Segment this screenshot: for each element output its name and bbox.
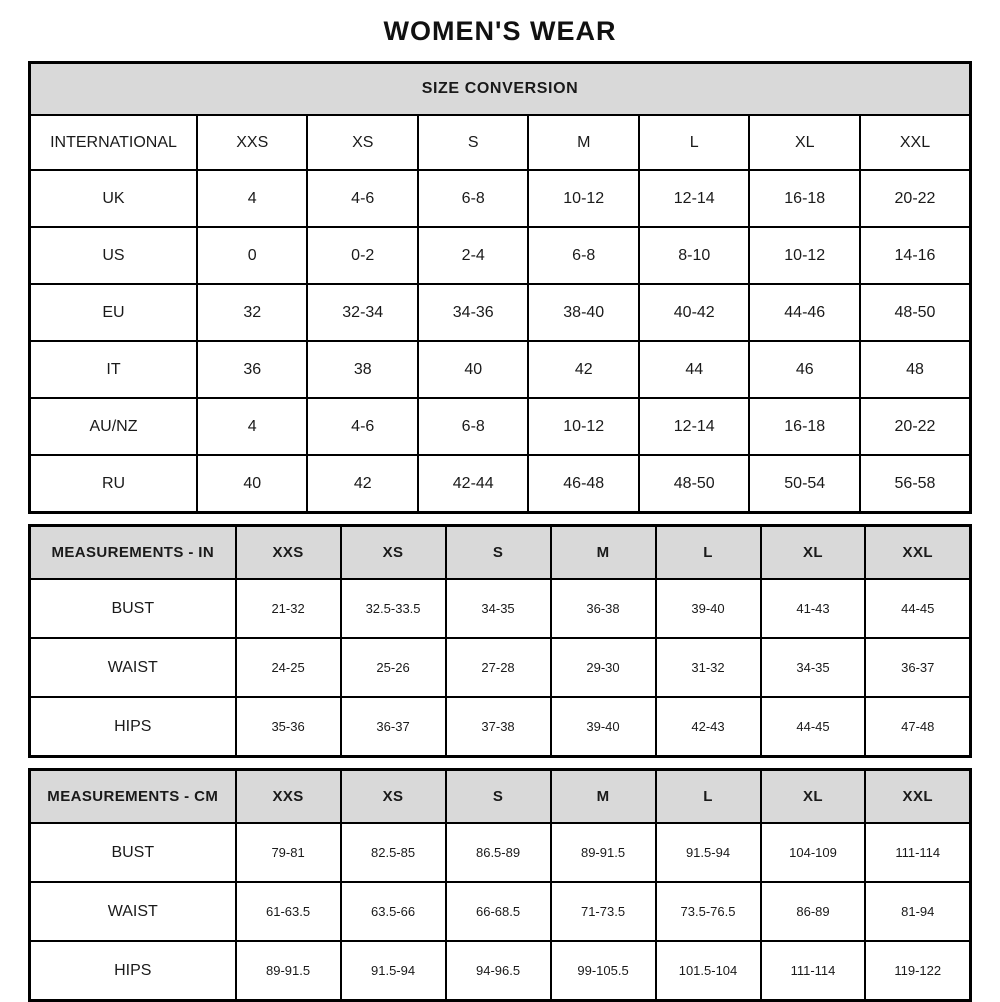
value-cell: 42 xyxy=(307,455,418,513)
value-cell: 40 xyxy=(197,455,308,513)
value-cell: 4 xyxy=(197,170,308,227)
column-header-row xyxy=(30,526,971,580)
value-cell: 32 xyxy=(197,284,308,341)
value-cell: 111-114 xyxy=(761,941,866,1001)
size-column-header: XXL xyxy=(865,526,970,580)
value-cell: 44-45 xyxy=(761,697,866,757)
table-row xyxy=(30,341,971,398)
value-cell: 12-14 xyxy=(639,170,750,227)
size-column-header: S xyxy=(446,526,551,580)
value-cell: 79-81 xyxy=(236,823,341,882)
value-cell: 119-122 xyxy=(865,941,970,1001)
table-row xyxy=(30,170,971,227)
column-header-row xyxy=(30,115,971,170)
size-column-header: XXL xyxy=(860,115,971,170)
row-label: WAIST xyxy=(30,638,236,697)
value-cell: 81-94 xyxy=(865,882,970,941)
value-cell: 21-32 xyxy=(236,579,341,638)
table-row xyxy=(30,823,971,882)
value-cell: 91.5-94 xyxy=(656,823,761,882)
value-cell: 44-45 xyxy=(865,579,970,638)
value-cell: 82.5-85 xyxy=(341,823,446,882)
size-column-header: L xyxy=(639,115,750,170)
size-column-header: XXS xyxy=(236,526,341,580)
value-cell: 99-105.5 xyxy=(551,941,656,1001)
table-banner-title: SIZE CONVERSION xyxy=(30,63,971,116)
value-cell: 8-10 xyxy=(639,227,750,284)
row-label: UK xyxy=(30,170,197,227)
size-column-header: XL xyxy=(761,526,866,580)
value-cell: 20-22 xyxy=(860,398,971,455)
value-cell: 38-40 xyxy=(528,284,639,341)
value-cell: 47-48 xyxy=(865,697,970,757)
value-cell: 104-109 xyxy=(761,823,866,882)
value-cell: 86-89 xyxy=(761,882,866,941)
value-cell: 10-12 xyxy=(749,227,860,284)
size-column-header: XXS xyxy=(236,770,341,824)
value-cell: 31-32 xyxy=(656,638,761,697)
value-cell: 91.5-94 xyxy=(341,941,446,1001)
value-cell: 89-91.5 xyxy=(551,823,656,882)
table-header-title: MEASUREMENTS - CM xyxy=(30,770,236,824)
value-cell: 34-35 xyxy=(446,579,551,638)
value-cell: 4-6 xyxy=(307,170,418,227)
value-cell: 10-12 xyxy=(528,170,639,227)
size-column-header: XL xyxy=(749,115,860,170)
size-column-header: XS xyxy=(341,526,446,580)
value-cell: 61-63.5 xyxy=(236,882,341,941)
value-cell: 0 xyxy=(197,227,308,284)
value-cell: 16-18 xyxy=(749,398,860,455)
value-cell: 38 xyxy=(307,341,418,398)
value-cell: 6-8 xyxy=(418,170,529,227)
value-cell: 10-12 xyxy=(528,398,639,455)
size-conversion-table xyxy=(28,61,972,514)
value-cell: 6-8 xyxy=(418,398,529,455)
size-column-header: XXS xyxy=(197,115,308,170)
size-column-header: S xyxy=(418,115,529,170)
size-column-header: M xyxy=(528,115,639,170)
value-cell: 36 xyxy=(197,341,308,398)
value-cell: 46-48 xyxy=(528,455,639,513)
value-cell: 6-8 xyxy=(528,227,639,284)
table-row xyxy=(30,579,971,638)
value-cell: 24-25 xyxy=(236,638,341,697)
value-cell: 36-38 xyxy=(551,579,656,638)
table-row xyxy=(30,284,971,341)
value-cell: 25-26 xyxy=(341,638,446,697)
row-label: US xyxy=(30,227,197,284)
value-cell: 56-58 xyxy=(860,455,971,513)
table-banner-row xyxy=(30,63,971,116)
value-cell: 36-37 xyxy=(865,638,970,697)
value-cell: 36-37 xyxy=(341,697,446,757)
value-cell: 48-50 xyxy=(860,284,971,341)
table-row xyxy=(30,697,971,757)
size-column-header: M xyxy=(551,770,656,824)
value-cell: 94-96.5 xyxy=(446,941,551,1001)
table-row xyxy=(30,227,971,284)
value-cell: 86.5-89 xyxy=(446,823,551,882)
size-column-header: XL xyxy=(761,770,866,824)
value-cell: 89-91.5 xyxy=(236,941,341,1001)
value-cell: 40-42 xyxy=(639,284,750,341)
size-column-header: XXL xyxy=(865,770,970,824)
value-cell: 63.5-66 xyxy=(341,882,446,941)
row-label: EU xyxy=(30,284,197,341)
row-label: HIPS xyxy=(30,941,236,1001)
value-cell: 50-54 xyxy=(749,455,860,513)
value-cell: 39-40 xyxy=(656,579,761,638)
value-cell: 42-43 xyxy=(656,697,761,757)
row-label: AU/NZ xyxy=(30,398,197,455)
measurements-cm-table xyxy=(28,768,972,1002)
table-header-title: MEASUREMENTS - IN xyxy=(30,526,236,580)
value-cell: 16-18 xyxy=(749,170,860,227)
value-cell: 27-28 xyxy=(446,638,551,697)
value-cell: 20-22 xyxy=(860,170,971,227)
value-cell: 14-16 xyxy=(860,227,971,284)
table-row xyxy=(30,941,971,1001)
value-cell: 35-36 xyxy=(236,697,341,757)
row-label: RU xyxy=(30,455,197,513)
table-row xyxy=(30,455,971,513)
value-cell: 37-38 xyxy=(446,697,551,757)
size-column-header: S xyxy=(446,770,551,824)
row-label: HIPS xyxy=(30,697,236,757)
size-column-header: XS xyxy=(307,115,418,170)
value-cell: 12-14 xyxy=(639,398,750,455)
page-title: WOMEN'S WEAR xyxy=(383,16,617,46)
value-cell: 2-4 xyxy=(418,227,529,284)
table-row xyxy=(30,638,971,697)
value-cell: 48-50 xyxy=(639,455,750,513)
value-cell: 32-34 xyxy=(307,284,418,341)
value-cell: 66-68.5 xyxy=(446,882,551,941)
table-row xyxy=(30,398,971,455)
value-cell: 48 xyxy=(860,341,971,398)
size-column-header: M xyxy=(551,526,656,580)
value-cell: 41-43 xyxy=(761,579,866,638)
value-cell: 39-40 xyxy=(551,697,656,757)
value-cell: 44-46 xyxy=(749,284,860,341)
row-label: WAIST xyxy=(30,882,236,941)
value-cell: 44 xyxy=(639,341,750,398)
size-column-header: L xyxy=(656,770,761,824)
value-cell: 34-35 xyxy=(761,638,866,697)
row-label: BUST xyxy=(30,579,236,638)
measurements-in-table xyxy=(28,524,972,758)
value-cell: 42 xyxy=(528,341,639,398)
size-column-header: XS xyxy=(341,770,446,824)
value-cell: 34-36 xyxy=(418,284,529,341)
size-column-header: L xyxy=(656,526,761,580)
row-label: BUST xyxy=(30,823,236,882)
value-cell: 29-30 xyxy=(551,638,656,697)
value-cell: 4-6 xyxy=(307,398,418,455)
value-cell: 46 xyxy=(749,341,860,398)
table-row xyxy=(30,882,971,941)
value-cell: 71-73.5 xyxy=(551,882,656,941)
value-cell: 101.5-104 xyxy=(656,941,761,1001)
value-cell: 4 xyxy=(197,398,308,455)
column-header-row xyxy=(30,770,971,824)
value-cell: 73.5-76.5 xyxy=(656,882,761,941)
value-cell: 40 xyxy=(418,341,529,398)
value-cell: 0-2 xyxy=(307,227,418,284)
value-cell: 111-114 xyxy=(865,823,970,882)
value-cell: 42-44 xyxy=(418,455,529,513)
row-label: IT xyxy=(30,341,197,398)
value-cell: 32.5-33.5 xyxy=(341,579,446,638)
column-header-international: INTERNATIONAL xyxy=(30,115,197,170)
